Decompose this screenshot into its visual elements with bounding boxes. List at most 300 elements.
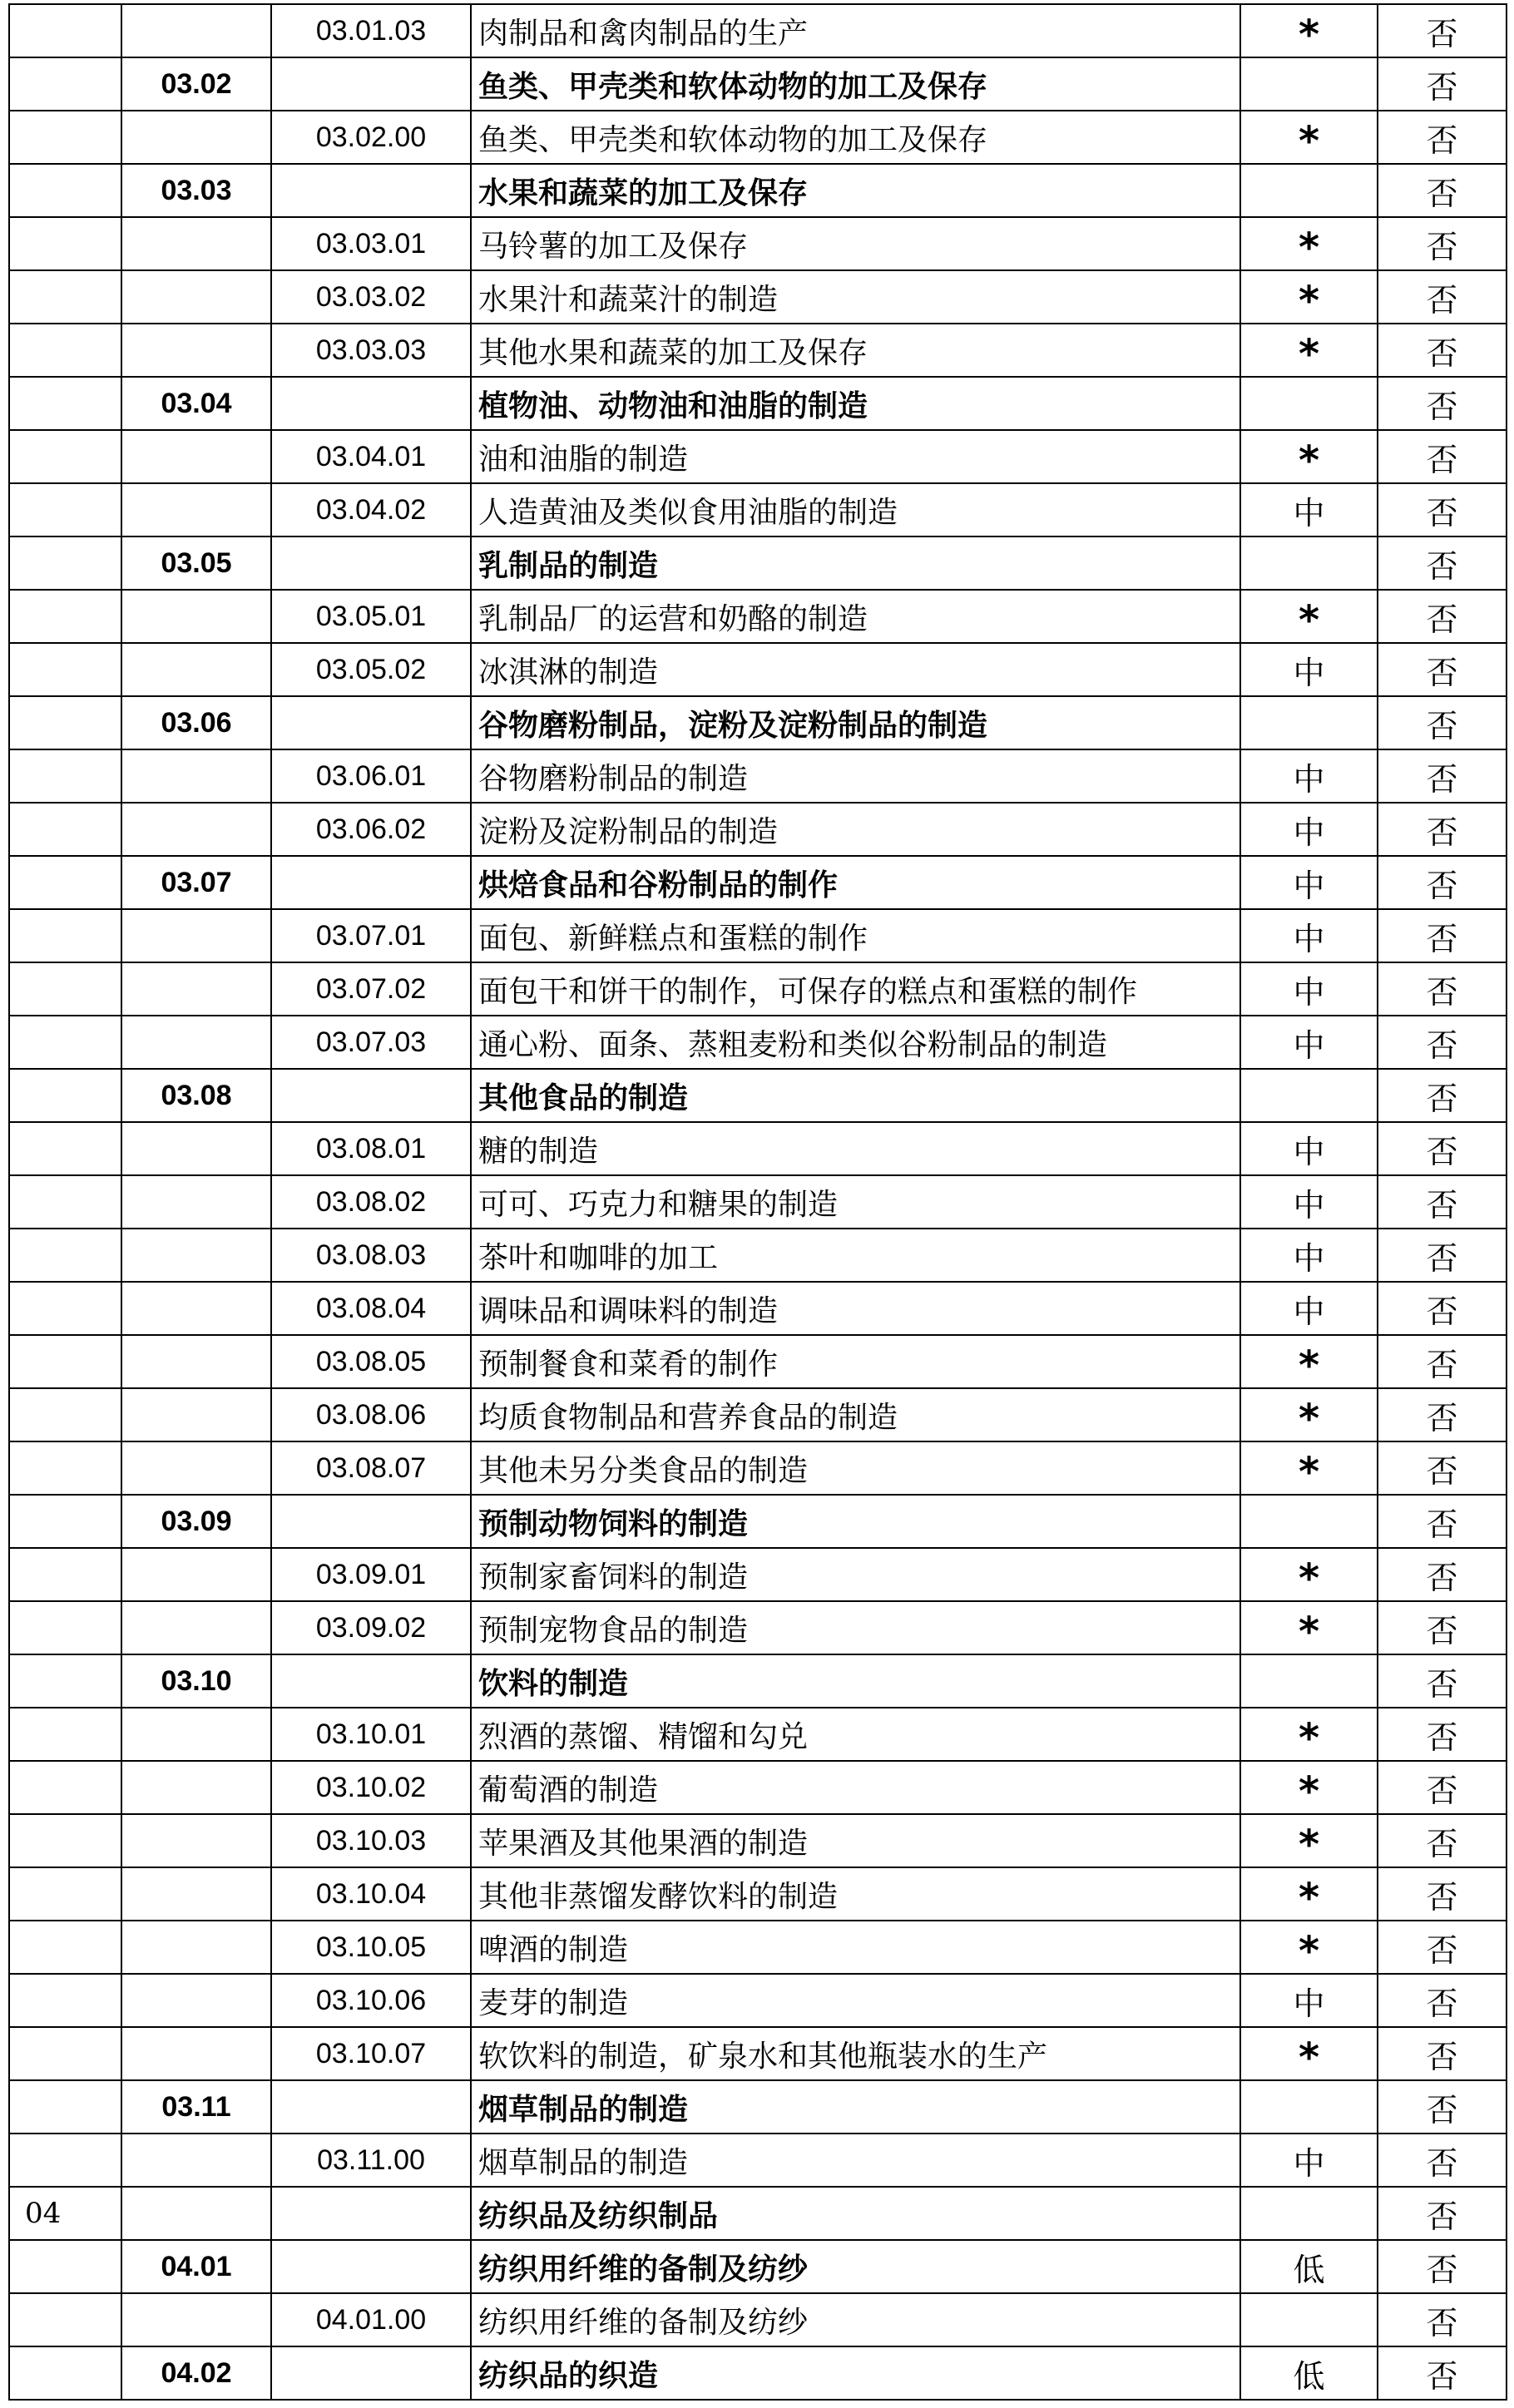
- section-code-cell: [9, 1175, 121, 1229]
- group-code-cell: 04.02: [121, 2346, 271, 2400]
- group-code-cell: [121, 217, 271, 270]
- group-code-cell: [121, 2134, 271, 2187]
- section-code-cell: [9, 2080, 121, 2134]
- group-code-cell: 03.10: [121, 1654, 271, 1708]
- risk-level-cell: *: [1240, 1814, 1378, 1867]
- flag-cell: 否: [1378, 643, 1507, 696]
- flag-cell: 否: [1378, 217, 1507, 270]
- class-code-cell: [271, 856, 471, 909]
- table-row: [9, 2346, 1507, 2400]
- group-code-cell: [121, 1708, 271, 1761]
- class-code-cell: [271, 377, 471, 430]
- section-code-cell: [9, 1335, 121, 1388]
- class-code-cell: [271, 164, 471, 217]
- class-code-cell: [271, 1654, 471, 1708]
- risk-level-cell: 中: [1240, 803, 1378, 856]
- class-code-cell: 03.01.03: [271, 4, 471, 57]
- risk-level-cell: *: [1240, 1921, 1378, 1974]
- class-code-cell: 03.04.01: [271, 430, 471, 483]
- risk-level-cell: 中: [1240, 1229, 1378, 1282]
- class-code-cell: 03.08.07: [271, 1441, 471, 1495]
- group-code-cell: [121, 1016, 271, 1069]
- flag-cell: 否: [1378, 1441, 1507, 1495]
- section-code-cell: [9, 2293, 121, 2346]
- group-code-cell: [121, 270, 271, 324]
- risk-level-cell: *: [1240, 270, 1378, 324]
- flag-cell: 否: [1378, 856, 1507, 909]
- flag-cell: 否: [1378, 1814, 1507, 1867]
- table-row: [9, 4, 1507, 57]
- class-code-cell: 03.04.02: [271, 483, 471, 536]
- risk-level-cell: *: [1240, 217, 1378, 270]
- section-code-cell: [9, 483, 121, 536]
- flag-cell: 否: [1378, 164, 1507, 217]
- table-row: [9, 856, 1507, 909]
- flag-cell: 否: [1378, 270, 1507, 324]
- description-cell: 人造黄油及类似食用油脂的制造: [471, 483, 1240, 536]
- group-code-cell: [121, 483, 271, 536]
- group-code-cell: [121, 1548, 271, 1601]
- description-cell: 植物油、动物油和油脂的制造: [471, 377, 1240, 430]
- group-code-cell: [121, 324, 271, 377]
- group-code-cell: 03.04: [121, 377, 271, 430]
- group-code-cell: 03.03: [121, 164, 271, 217]
- flag-cell: 否: [1378, 2080, 1507, 2134]
- group-code-cell: [121, 4, 271, 57]
- group-code-cell: [121, 1814, 271, 1867]
- flag-cell: 否: [1378, 536, 1507, 590]
- risk-level-cell: [1240, 536, 1378, 590]
- section-code-cell: [9, 749, 121, 803]
- risk-level-cell: *: [1240, 111, 1378, 164]
- table-row: [9, 1974, 1507, 2027]
- flag-cell: 否: [1378, 1229, 1507, 1282]
- table-row: [9, 1654, 1507, 1708]
- section-code-cell: [9, 1282, 121, 1335]
- description-cell: 预制家畜饲料的制造: [471, 1548, 1240, 1601]
- risk-level-cell: *: [1240, 1335, 1378, 1388]
- description-cell: 烘焙食品和谷粉制品的制作: [471, 856, 1240, 909]
- table-row: [9, 536, 1507, 590]
- class-code-cell: 03.10.07: [271, 2027, 471, 2080]
- description-cell: 面包、新鲜糕点和蛋糕的制作: [471, 909, 1240, 962]
- class-code-cell: 03.10.04: [271, 1867, 471, 1921]
- table-row: [9, 377, 1507, 430]
- class-code-cell: 03.03.01: [271, 217, 471, 270]
- flag-cell: 否: [1378, 1122, 1507, 1175]
- description-cell: 鱼类、甲壳类和软体动物的加工及保存: [471, 57, 1240, 111]
- flag-cell: 否: [1378, 590, 1507, 643]
- description-cell: 麦芽的制造: [471, 1974, 1240, 2027]
- flag-cell: 否: [1378, 2346, 1507, 2400]
- class-code-cell: [271, 2187, 471, 2240]
- group-code-cell: [121, 590, 271, 643]
- description-cell: 预制动物饲料的制造: [471, 1495, 1240, 1548]
- description-cell: 纺织品及纺织制品: [471, 2187, 1240, 2240]
- section-code-cell: [9, 430, 121, 483]
- table-row: [9, 1069, 1507, 1122]
- flag-cell: 否: [1378, 1601, 1507, 1654]
- flag-cell: 否: [1378, 1335, 1507, 1388]
- description-cell: 饮料的制造: [471, 1654, 1240, 1708]
- description-cell: 乳制品的制造: [471, 536, 1240, 590]
- risk-level-cell: [1240, 2187, 1378, 2240]
- description-cell: 鱼类、甲壳类和软体动物的加工及保存: [471, 111, 1240, 164]
- flag-cell: 否: [1378, 1654, 1507, 1708]
- section-code-cell: [9, 1495, 121, 1548]
- table-row: [9, 1867, 1507, 1921]
- section-code-cell: [9, 57, 121, 111]
- group-code-cell: [121, 749, 271, 803]
- group-code-cell: [121, 1175, 271, 1229]
- class-code-cell: 03.09.01: [271, 1548, 471, 1601]
- risk-level-cell: 中: [1240, 856, 1378, 909]
- risk-level-cell: *: [1240, 4, 1378, 57]
- section-code-cell: [9, 217, 121, 270]
- group-code-cell: [121, 2187, 271, 2240]
- class-code-cell: 03.06.01: [271, 749, 471, 803]
- risk-level-cell: [1240, 1654, 1378, 1708]
- class-code-cell: [271, 2346, 471, 2400]
- class-code-cell: 03.08.05: [271, 1335, 471, 1388]
- risk-level-cell: *: [1240, 2027, 1378, 2080]
- class-code-cell: 04.01.00: [271, 2293, 471, 2346]
- flag-cell: 否: [1378, 57, 1507, 111]
- table-row: [9, 2027, 1507, 2080]
- flag-cell: 否: [1378, 909, 1507, 962]
- flag-cell: 否: [1378, 1388, 1507, 1441]
- class-code-cell: [271, 1495, 471, 1548]
- description-cell: 谷物磨粉制品，淀粉及淀粉制品的制造: [471, 696, 1240, 749]
- risk-level-cell: [1240, 377, 1378, 430]
- section-code-cell: [9, 1548, 121, 1601]
- section-code-cell: [9, 1122, 121, 1175]
- section-code-cell: [9, 4, 121, 57]
- risk-level-cell: 中: [1240, 962, 1378, 1016]
- table-row: [9, 962, 1507, 1016]
- section-code-cell: [9, 856, 121, 909]
- group-code-cell: [121, 1974, 271, 2027]
- class-code-cell: 03.07.03: [271, 1016, 471, 1069]
- description-cell: 淀粉及淀粉制品的制造: [471, 803, 1240, 856]
- section-code-cell: [9, 909, 121, 962]
- table-row: [9, 1548, 1507, 1601]
- table-row: [9, 1814, 1507, 1867]
- risk-level-cell: *: [1240, 324, 1378, 377]
- section-code-cell: [9, 2027, 121, 2080]
- flag-cell: 否: [1378, 1548, 1507, 1601]
- group-code-cell: [121, 1229, 271, 1282]
- risk-level-cell: 中: [1240, 1016, 1378, 1069]
- table-row: [9, 803, 1507, 856]
- section-code-cell: [9, 1016, 121, 1069]
- table-row: [9, 590, 1507, 643]
- group-code-cell: [121, 2293, 271, 2346]
- section-code-cell: [9, 1921, 121, 1974]
- description-cell: 葡萄酒的制造: [471, 1761, 1240, 1814]
- risk-level-cell: *: [1240, 590, 1378, 643]
- flag-cell: 否: [1378, 111, 1507, 164]
- section-code-cell: [9, 536, 121, 590]
- description-cell: 水果和蔬菜的加工及保存: [471, 164, 1240, 217]
- flag-cell: 否: [1378, 2134, 1507, 2187]
- description-cell: 马铃薯的加工及保存: [471, 217, 1240, 270]
- description-cell: 其他非蒸馏发酵饮料的制造: [471, 1867, 1240, 1921]
- description-cell: 肉制品和禽肉制品的生产: [471, 4, 1240, 57]
- group-code-cell: [121, 430, 271, 483]
- risk-level-cell: 低: [1240, 2240, 1378, 2293]
- risk-level-cell: 中: [1240, 1974, 1378, 2027]
- section-code-cell: [9, 1229, 121, 1282]
- class-code-cell: 03.09.02: [271, 1601, 471, 1654]
- risk-level-cell: *: [1240, 1388, 1378, 1441]
- class-code-cell: 03.05.02: [271, 643, 471, 696]
- section-code-cell: [9, 1441, 121, 1495]
- flag-cell: 否: [1378, 1921, 1507, 1974]
- risk-level-cell: 中: [1240, 1122, 1378, 1175]
- description-cell: 烈酒的蒸馏、精馏和勾兑: [471, 1708, 1240, 1761]
- flag-cell: 否: [1378, 1974, 1507, 2027]
- table-row: [9, 1601, 1507, 1654]
- risk-level-cell: *: [1240, 1867, 1378, 1921]
- description-cell: 茶叶和咖啡的加工: [471, 1229, 1240, 1282]
- flag-cell: 否: [1378, 696, 1507, 749]
- class-code-cell: 03.08.04: [271, 1282, 471, 1335]
- description-cell: 油和油脂的制造: [471, 430, 1240, 483]
- risk-level-cell: 中: [1240, 2134, 1378, 2187]
- group-code-cell: [121, 1388, 271, 1441]
- description-cell: 乳制品厂的运营和奶酪的制造: [471, 590, 1240, 643]
- risk-level-cell: *: [1240, 1761, 1378, 1814]
- table-row: [9, 1761, 1507, 1814]
- class-code-cell: [271, 536, 471, 590]
- table-row: [9, 57, 1507, 111]
- class-code-cell: 03.08.06: [271, 1388, 471, 1441]
- section-code-cell: [9, 1601, 121, 1654]
- description-cell: 苹果酒及其他果酒的制造: [471, 1814, 1240, 1867]
- risk-level-cell: [1240, 1495, 1378, 1548]
- risk-level-cell: *: [1240, 1441, 1378, 1495]
- description-cell: 均质食物制品和营养食品的制造: [471, 1388, 1240, 1441]
- flag-cell: 否: [1378, 1761, 1507, 1814]
- class-code-cell: 03.10.05: [271, 1921, 471, 1974]
- table-row: [9, 1495, 1507, 1548]
- flag-cell: 否: [1378, 483, 1507, 536]
- table-row: [9, 2293, 1507, 2346]
- group-code-cell: [121, 1122, 271, 1175]
- class-code-cell: [271, 1069, 471, 1122]
- flag-cell: 否: [1378, 749, 1507, 803]
- group-code-cell: 03.07: [121, 856, 271, 909]
- class-code-cell: 03.05.01: [271, 590, 471, 643]
- class-code-cell: 03.03.03: [271, 324, 471, 377]
- group-code-cell: [121, 1441, 271, 1495]
- group-code-cell: [121, 643, 271, 696]
- table-row: [9, 430, 1507, 483]
- table-row: [9, 2187, 1507, 2240]
- flag-cell: 否: [1378, 2293, 1507, 2346]
- table-row: [9, 1335, 1507, 1388]
- flag-cell: 否: [1378, 1708, 1507, 1761]
- class-code-cell: 03.06.02: [271, 803, 471, 856]
- description-cell: 谷物磨粉制品的制造: [471, 749, 1240, 803]
- table-row: [9, 696, 1507, 749]
- class-code-cell: 03.08.01: [271, 1122, 471, 1175]
- group-code-cell: 03.11: [121, 2080, 271, 2134]
- risk-level-cell: [1240, 2293, 1378, 2346]
- class-code-cell: [271, 696, 471, 749]
- section-code-cell: [9, 1708, 121, 1761]
- risk-level-cell: 中: [1240, 1175, 1378, 1229]
- risk-level-cell: 中: [1240, 643, 1378, 696]
- description-cell: 预制餐食和菜肴的制作: [471, 1335, 1240, 1388]
- section-code-cell: [9, 1761, 121, 1814]
- table-row: [9, 1175, 1507, 1229]
- description-cell: 软饮料的制造，矿泉水和其他瓶装水的生产: [471, 2027, 1240, 2080]
- class-code-cell: 03.07.01: [271, 909, 471, 962]
- table-row: [9, 1282, 1507, 1335]
- flag-cell: 否: [1378, 1069, 1507, 1122]
- table-row: [9, 2134, 1507, 2187]
- section-code-cell: [9, 1814, 121, 1867]
- risk-level-cell: *: [1240, 430, 1378, 483]
- table-row: [9, 749, 1507, 803]
- description-cell: 烟草制品的制造: [471, 2134, 1240, 2187]
- table-row: [9, 270, 1507, 324]
- section-code-cell: [9, 1974, 121, 2027]
- risk-level-cell: *: [1240, 1601, 1378, 1654]
- group-code-cell: [121, 1761, 271, 1814]
- table-row: [9, 1708, 1507, 1761]
- description-cell: 其他食品的制造: [471, 1069, 1240, 1122]
- group-code-cell: 03.08: [121, 1069, 271, 1122]
- section-code-cell: [9, 803, 121, 856]
- group-code-cell: 03.05: [121, 536, 271, 590]
- risk-level-cell: 低: [1240, 2346, 1378, 2400]
- group-code-cell: [121, 2027, 271, 2080]
- industry-code-table: [8, 3, 1507, 2401]
- description-cell: 水果汁和蔬菜汁的制造: [471, 270, 1240, 324]
- flag-cell: 否: [1378, 2187, 1507, 2240]
- risk-level-cell: [1240, 57, 1378, 111]
- class-code-cell: 03.07.02: [271, 962, 471, 1016]
- section-code-cell: [9, 1867, 121, 1921]
- table-row: [9, 217, 1507, 270]
- class-code-cell: 03.08.03: [271, 1229, 471, 1282]
- section-code-cell: [9, 590, 121, 643]
- risk-level-cell: *: [1240, 1708, 1378, 1761]
- group-code-cell: [121, 1335, 271, 1388]
- description-cell: 糖的制造: [471, 1122, 1240, 1175]
- group-code-cell: [121, 1282, 271, 1335]
- table-row: [9, 2240, 1507, 2293]
- section-code-cell: [9, 1069, 121, 1122]
- class-code-cell: 03.11.00: [271, 2134, 471, 2187]
- flag-cell: 否: [1378, 2240, 1507, 2293]
- flag-cell: 否: [1378, 1175, 1507, 1229]
- table-row: [9, 164, 1507, 217]
- description-cell: 纺织用纤维的备制及纺纱: [471, 2240, 1240, 2293]
- section-code-cell: [9, 270, 121, 324]
- class-code-cell: [271, 57, 471, 111]
- flag-cell: 否: [1378, 803, 1507, 856]
- table-row: [9, 1921, 1507, 1974]
- description-cell: 通心粉、面条、蒸粗麦粉和类似谷粉制品的制造: [471, 1016, 1240, 1069]
- risk-level-cell: 中: [1240, 909, 1378, 962]
- group-code-cell: [121, 1601, 271, 1654]
- table-row: [9, 1388, 1507, 1441]
- class-code-cell: 03.10.03: [271, 1814, 471, 1867]
- section-code-cell: [9, 1388, 121, 1441]
- flag-cell: 否: [1378, 4, 1507, 57]
- description-cell: 调味品和调味料的制造: [471, 1282, 1240, 1335]
- group-code-cell: [121, 803, 271, 856]
- section-code-cell: [9, 643, 121, 696]
- flag-cell: 否: [1378, 377, 1507, 430]
- flag-cell: 否: [1378, 1867, 1507, 1921]
- class-code-cell: 03.10.01: [271, 1708, 471, 1761]
- flag-cell: 否: [1378, 1495, 1507, 1548]
- risk-level-cell: *: [1240, 1548, 1378, 1601]
- section-code-cell: [9, 164, 121, 217]
- group-code-cell: [121, 1867, 271, 1921]
- class-code-cell: [271, 2080, 471, 2134]
- table-row: [9, 1016, 1507, 1069]
- risk-level-cell: 中: [1240, 749, 1378, 803]
- class-code-cell: [271, 2240, 471, 2293]
- group-code-cell: [121, 111, 271, 164]
- description-cell: 纺织用纤维的备制及纺纱: [471, 2293, 1240, 2346]
- group-code-cell: [121, 1921, 271, 1974]
- description-cell: 冰淇淋的制造: [471, 643, 1240, 696]
- table-row: [9, 483, 1507, 536]
- description-cell: 可可、巧克力和糖果的制造: [471, 1175, 1240, 1229]
- section-code-cell: [9, 111, 121, 164]
- table-row: [9, 909, 1507, 962]
- group-code-cell: 03.06: [121, 696, 271, 749]
- section-code-cell: [9, 2240, 121, 2293]
- table-row: [9, 324, 1507, 377]
- risk-level-cell: [1240, 696, 1378, 749]
- table-row: [9, 1229, 1507, 1282]
- risk-level-cell: [1240, 164, 1378, 217]
- table-row: [9, 2080, 1507, 2134]
- table-row: [9, 1441, 1507, 1495]
- description-cell: 其他未另分类食品的制造: [471, 1441, 1240, 1495]
- section-code-cell: [9, 1654, 121, 1708]
- risk-level-cell: 中: [1240, 1282, 1378, 1335]
- group-code-cell: [121, 909, 271, 962]
- description-cell: 纺织品的织造: [471, 2346, 1240, 2400]
- class-code-cell: 03.08.02: [271, 1175, 471, 1229]
- class-code-cell: 03.10.06: [271, 1974, 471, 2027]
- table-body: [9, 4, 1507, 2400]
- risk-level-cell: [1240, 1069, 1378, 1122]
- section-code-cell: [9, 696, 121, 749]
- class-code-cell: 03.10.02: [271, 1761, 471, 1814]
- description-cell: 面包干和饼干的制作，可保存的糕点和蛋糕的制作: [471, 962, 1240, 1016]
- flag-cell: 否: [1378, 1282, 1507, 1335]
- class-code-cell: 03.03.02: [271, 270, 471, 324]
- description-cell: 啤酒的制造: [471, 1921, 1240, 1974]
- section-code-cell: [9, 2346, 121, 2400]
- table-row: [9, 111, 1507, 164]
- flag-cell: 否: [1378, 2027, 1507, 2080]
- flag-cell: 否: [1378, 962, 1507, 1016]
- group-code-cell: [121, 962, 271, 1016]
- risk-level-cell: [1240, 2080, 1378, 2134]
- flag-cell: 否: [1378, 1016, 1507, 1069]
